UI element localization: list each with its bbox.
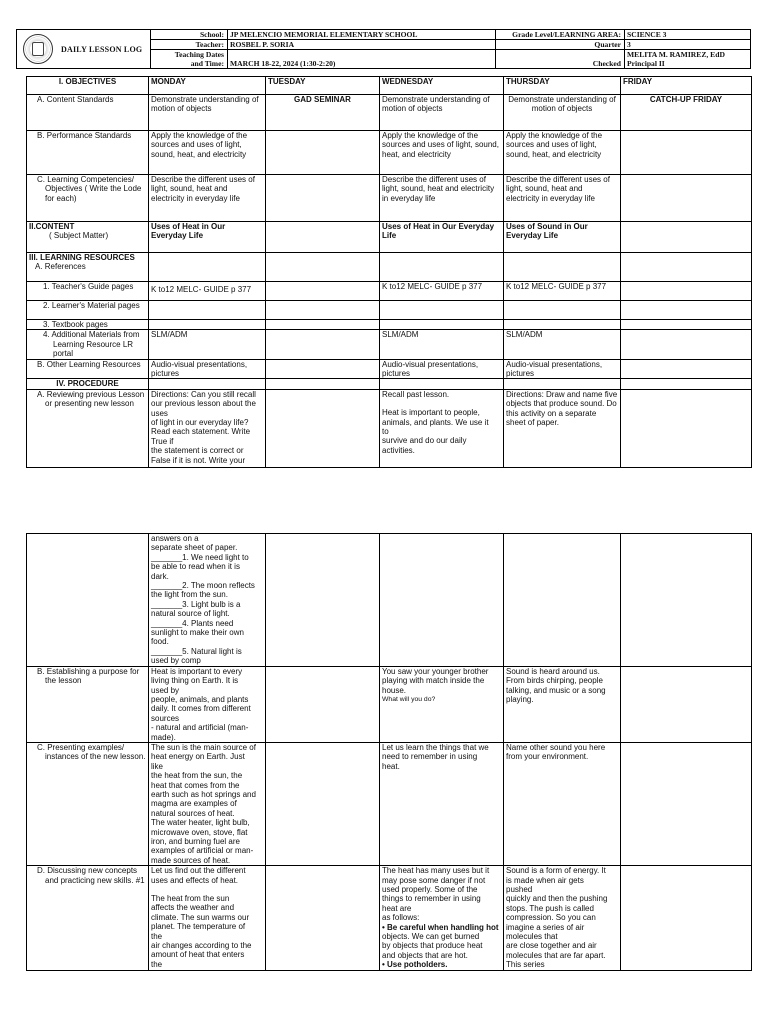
table-cell: [27, 534, 149, 667]
text-line: Heat is important to every: [151, 666, 243, 676]
text-line: food.: [151, 637, 169, 647]
col-tuesday: TUESDAY: [266, 77, 380, 95]
text-line: answers on a: [151, 534, 199, 543]
checker-block: [624, 50, 750, 68]
table-cell: Name other sound you here from your environment.: [504, 742, 621, 865]
tuesday-note: GAD SEMINAR: [266, 95, 380, 131]
table-cell: Uses of Heat in Our Everyday Life: [149, 222, 266, 253]
table-cell: [266, 330, 380, 359]
text-line: _______2. The moon reflects: [151, 581, 255, 591]
deped-seal-icon: [23, 34, 53, 64]
lesson-table-page-2: [26, 533, 752, 971]
table-cell: [380, 866, 504, 971]
text-line: our previous lesson about the: [151, 399, 256, 409]
text-line: microwave oven, stove, flat: [151, 827, 248, 837]
table-cell: [149, 253, 266, 282]
text-line: uses: [151, 408, 168, 418]
table-cell: [380, 301, 504, 320]
row-label: A. Content Standards: [27, 95, 149, 131]
content-sublabel: ( Subject Matter): [49, 231, 109, 241]
text-line: is made when air gets: [506, 875, 584, 885]
text-line: survive and do our daily: [382, 436, 467, 446]
quarter-label: Quarter: [495, 40, 624, 49]
text-line: the statement is correct or: [151, 446, 244, 456]
table-cell: [380, 742, 504, 865]
text-line: people, animals, and plants: [151, 694, 249, 704]
table-cell: [149, 379, 266, 389]
table-cell: [266, 175, 380, 222]
table-cell: K to12 MELC- GUIDE p 377: [149, 282, 266, 301]
table-cell: [621, 301, 752, 320]
table-cell: [266, 359, 380, 379]
table-cell: [621, 330, 752, 359]
table-cell: [621, 222, 752, 253]
text-line: animals, and plants. We use it: [382, 417, 489, 427]
grade-label: Grade Level/LEARNING AREA:: [495, 30, 624, 39]
row-label: A. Reviewing previous Lesson or presenting new lesson: [27, 389, 149, 467]
text-line: used by comp: [151, 656, 201, 666]
text-line: stops. The push is called: [506, 903, 594, 913]
lesson-table-page-1: [26, 76, 752, 468]
table-cell: [266, 742, 380, 865]
table-cell: Audio-visual presentations, pictures: [504, 359, 621, 379]
text-line: be able to read when it is: [151, 562, 240, 572]
table-cell: Uses of Sound in Our Everyday Life: [504, 222, 621, 253]
table-cell: [621, 320, 752, 330]
text-line: heat.: [382, 761, 400, 771]
table-cell: Describe the different uses of light, sound, heat and electricity in everyday life: [504, 175, 621, 222]
text-line: This series: [506, 960, 545, 970]
text-line: affects the weather and: [151, 903, 235, 913]
col-monday: MONDAY: [149, 77, 266, 95]
bullet-line: • Be careful when handling hot: [382, 922, 499, 932]
table-cell: [504, 320, 621, 330]
text-line: like: [151, 761, 164, 771]
text-line: sources: [151, 713, 180, 723]
table-cell: [266, 389, 380, 467]
text-line: iron, and burning fuel are: [151, 837, 240, 846]
table-cell: Demonstrate understanding of motion of objects: [380, 95, 504, 131]
table-cell: [621, 282, 752, 301]
text-line: quickly and then the pushing: [506, 894, 608, 904]
checker-title: Principal II: [627, 59, 665, 68]
row-label: [27, 253, 149, 282]
table-cell: [149, 389, 266, 467]
procedure-label: IV. PROCEDURE: [27, 379, 149, 389]
resources-label: III. LEARNING RESOURCES: [29, 253, 135, 262]
table-cell: [266, 320, 380, 330]
table-cell: Describe the different uses of light, sound, heat and electricity in everyday life: [149, 175, 266, 222]
table-cell: [504, 534, 621, 667]
dates-value: MARCH 18-22, 2024 (1:30-2:20): [227, 50, 495, 68]
table-cell: [621, 742, 752, 865]
table-cell: [380, 389, 504, 467]
table-cell: [149, 320, 266, 330]
row-label: D. Discussing new concepts and practicing new skills. #1: [27, 866, 149, 971]
text-line: need to remember in using: [382, 752, 478, 762]
table-cell: [266, 301, 380, 320]
table-cell: [621, 534, 752, 667]
text-line: Directions: Can you still recall: [151, 389, 256, 399]
col-thursday: THURSDAY: [504, 77, 621, 95]
text-line: Heat is important to people,: [382, 408, 480, 418]
text-line: used by: [151, 685, 180, 695]
table-cell: Audio-visual presentations, pictures: [380, 359, 504, 379]
row-label: 2. Learner's Material pages: [27, 301, 149, 320]
text-line: dark.: [151, 571, 169, 581]
table-cell: [149, 666, 266, 742]
text-line: separate sheet of paper.: [151, 543, 238, 553]
text-line: the: [151, 959, 163, 969]
checker-name: MELITA M. RAMIREZ, EdD: [627, 50, 725, 59]
text-line: are close together and air: [506, 941, 597, 951]
text-line: _______4. Plants need: [151, 618, 234, 628]
table-cell: [149, 534, 266, 667]
row-label: B. Establishing a purpose for the lesson: [27, 666, 149, 742]
table-cell: [504, 866, 621, 971]
table-cell: [621, 389, 752, 467]
table-cell: [621, 866, 752, 971]
col-objectives: I. OBJECTIVES: [27, 77, 149, 95]
text-line: The water heater, light bulb,: [151, 818, 250, 828]
text-line: Sound is a form of energy. It: [506, 866, 606, 876]
text-line: Let us find out the different: [151, 866, 246, 876]
table-cell: [380, 534, 504, 667]
school-value: JP MELENCIO MEMORIAL ELEMENTARY SCHOOL: [227, 30, 495, 39]
text-line: False if it is not. Write your: [151, 455, 246, 465]
bullet-line: • Use potholders.: [382, 960, 448, 970]
text-line: activities.: [382, 445, 415, 455]
text-line: air changes according to the: [151, 941, 252, 951]
text-line: and objects that are hot.: [382, 950, 468, 960]
table-cell: [266, 222, 380, 253]
col-wednesday: WEDNESDAY: [380, 77, 504, 95]
text-line: talking, and music or a song: [506, 685, 606, 695]
table-cell: [149, 742, 266, 865]
text-line: - natural and artificial (man-: [151, 723, 249, 733]
table-cell: [621, 131, 752, 175]
table-cell: [504, 666, 621, 742]
table-cell: [149, 301, 266, 320]
teacher-label: Teacher:: [150, 40, 227, 49]
row-label: C. Presenting examples/ instances of the new lesson.: [27, 742, 149, 865]
table-cell: Directions: Draw and name five objects that produce sound. Do this activity on a separate sheet of paper.: [504, 389, 621, 467]
row-label: B. Performance Standards: [27, 131, 149, 175]
school-label: School:: [150, 30, 227, 39]
table-cell: Apply the knowledge of the sources and uses of light, sound, heat, and electricity: [149, 131, 266, 175]
table-cell: [266, 866, 380, 971]
table-cell: [266, 282, 380, 301]
table-cell: K to12 MELC- GUIDE p 377: [504, 282, 621, 301]
table-cell: [621, 666, 752, 742]
dates-label: [150, 50, 227, 68]
text-line: Read each statement. Write: [151, 427, 251, 437]
table-cell: [380, 666, 504, 742]
text-line: house.: [382, 685, 407, 695]
table-cell: Demonstrate understanding of motion of objects: [149, 95, 266, 131]
text-line: uses and effects of heat.: [151, 875, 239, 885]
text-line: the: [151, 931, 163, 941]
text-line: From birds chirping, people: [506, 676, 603, 686]
text-line: living thing on Earth. It is: [151, 676, 239, 686]
text-line: amount of heat that enters: [151, 950, 245, 960]
grade-value: SCIENCE 3: [624, 30, 750, 39]
text-line: sunlight to make their own: [151, 628, 244, 638]
text-line: planet. The temperature of: [151, 922, 246, 932]
text-line: daily. It comes from different: [151, 704, 251, 714]
text-line: _______1. We need light to: [151, 552, 249, 562]
text-line: What will you do?: [382, 695, 436, 703]
text-line: objects. We can get burned: [382, 932, 480, 942]
text-line: pushed: [506, 885, 533, 895]
table-cell: SLM/ADM: [149, 330, 266, 359]
text-line: compression. So you can: [506, 913, 596, 923]
col-friday: FRIDAY: [621, 77, 752, 95]
table-cell: [621, 379, 752, 389]
text-line: magma are examples of: [151, 799, 237, 809]
table-cell: SLM/ADM: [504, 330, 621, 359]
table-cell: Audio-visual presentations, pictures: [149, 359, 266, 379]
text-line: heat are: [382, 903, 412, 913]
row-label: 1. Teacher's Guide pages: [27, 282, 149, 301]
text-line: as follows:: [382, 913, 420, 923]
table-cell: Demonstrate understanding of motion of objects: [504, 95, 621, 131]
table-cell: [380, 253, 504, 282]
text-line: Recall past lesson.: [382, 389, 450, 399]
row-label: C. Learning Competencies/ Objectives ( Write the Lode for each): [27, 175, 149, 222]
text-line: playing.: [506, 694, 534, 704]
table-cell: SLM/ADM: [380, 330, 504, 359]
table-cell: [380, 320, 504, 330]
table-cell: [266, 534, 380, 667]
text-line: made).: [151, 732, 176, 742]
text-line: natural sources of heat.: [151, 808, 235, 818]
text-line: The sun is the main source of: [151, 742, 256, 752]
text-line: examples of artificial or man-: [151, 846, 254, 856]
table-cell: [621, 175, 752, 222]
text-line: of light in our everyday life?: [151, 418, 249, 428]
text-line: imagine a series of air: [506, 922, 585, 932]
text-line: may pose some danger if not: [382, 875, 486, 885]
row-label: B. Other Learning Resources: [27, 359, 149, 379]
header-box: [16, 29, 751, 69]
text-line: natural source of light.: [151, 609, 230, 619]
text-line: Let us learn the things that we: [382, 742, 489, 752]
row-label: 3. Textbook pages: [27, 320, 149, 330]
table-cell: Uses of Heat in Our Everyday Life: [380, 222, 504, 253]
table-cell: [266, 666, 380, 742]
text-line: True if: [151, 436, 174, 446]
table-cell: [380, 379, 504, 389]
text-line: heat that comes from the: [151, 780, 240, 790]
text-line: the light from the sun.: [151, 590, 228, 600]
text-line: earth such as hot springs and: [151, 789, 256, 799]
text-line: to: [382, 427, 389, 437]
table-cell: Apply the knowledge of the sources and uses of light, sound, heat, and electricity: [380, 131, 504, 175]
text-line: Sound is heard around us.: [506, 666, 600, 676]
text-line: The heat has many uses but it: [382, 866, 490, 876]
table-cell: K to12 MELC- GUIDE p 377: [380, 282, 504, 301]
text-line: the heat from the sun, the: [151, 771, 243, 781]
text-line: used properly. Some of the: [382, 885, 478, 895]
table-cell: [266, 253, 380, 282]
table-cell: [504, 301, 621, 320]
text-line: playing with match inside the: [382, 676, 485, 686]
table-cell: Describe the different uses of light, sound, heat and electricity in everyday life: [380, 175, 504, 222]
text-line: _______3. Light bulb is a: [151, 599, 241, 609]
text-line: heat energy on Earth. Just: [151, 752, 245, 762]
table-cell: [621, 253, 752, 282]
quarter-value: 3: [624, 40, 750, 49]
table-cell: [621, 359, 752, 379]
checked-label: Checked: [495, 50, 624, 68]
table-cell: [149, 866, 266, 971]
text-line: made sources of heat.: [151, 855, 231, 865]
table-cell: Apply the knowledge of the sources and uses of light, sound, heat, and electricity: [504, 131, 621, 175]
text-line: molecules that are far apart.: [506, 950, 606, 960]
dates-label-line: and Time:: [190, 59, 224, 68]
dates-label-line: Teaching Dates: [174, 50, 224, 59]
text-line: climate. The sun warms our: [151, 912, 250, 922]
text-line: The heat from the sun: [151, 894, 230, 904]
references-label: A. References: [35, 262, 86, 272]
text-line: molecules that: [506, 932, 558, 942]
teacher-value: ROSBEL P. SORIA: [227, 40, 495, 49]
text-line: You saw your younger brother: [382, 666, 489, 676]
content-label: II.CONTENT: [29, 222, 75, 231]
table-cell: [504, 253, 621, 282]
row-label: [27, 222, 149, 253]
text-line: by objects that produce heat: [382, 941, 483, 951]
log-title: DAILY LESSON LOG: [61, 45, 143, 54]
table-cell: [266, 379, 380, 389]
table-cell: [504, 379, 621, 389]
spacer: [151, 885, 263, 894]
text-line: things to remember in using: [382, 894, 481, 904]
table-cell: [266, 131, 380, 175]
text-line: _______5. Natural light is: [151, 646, 242, 656]
friday-note: CATCH-UP FRIDAY: [621, 95, 752, 131]
spacer: [382, 399, 501, 408]
row-label: 4. Additional Materials from Learning Resource LR portal: [27, 330, 149, 359]
